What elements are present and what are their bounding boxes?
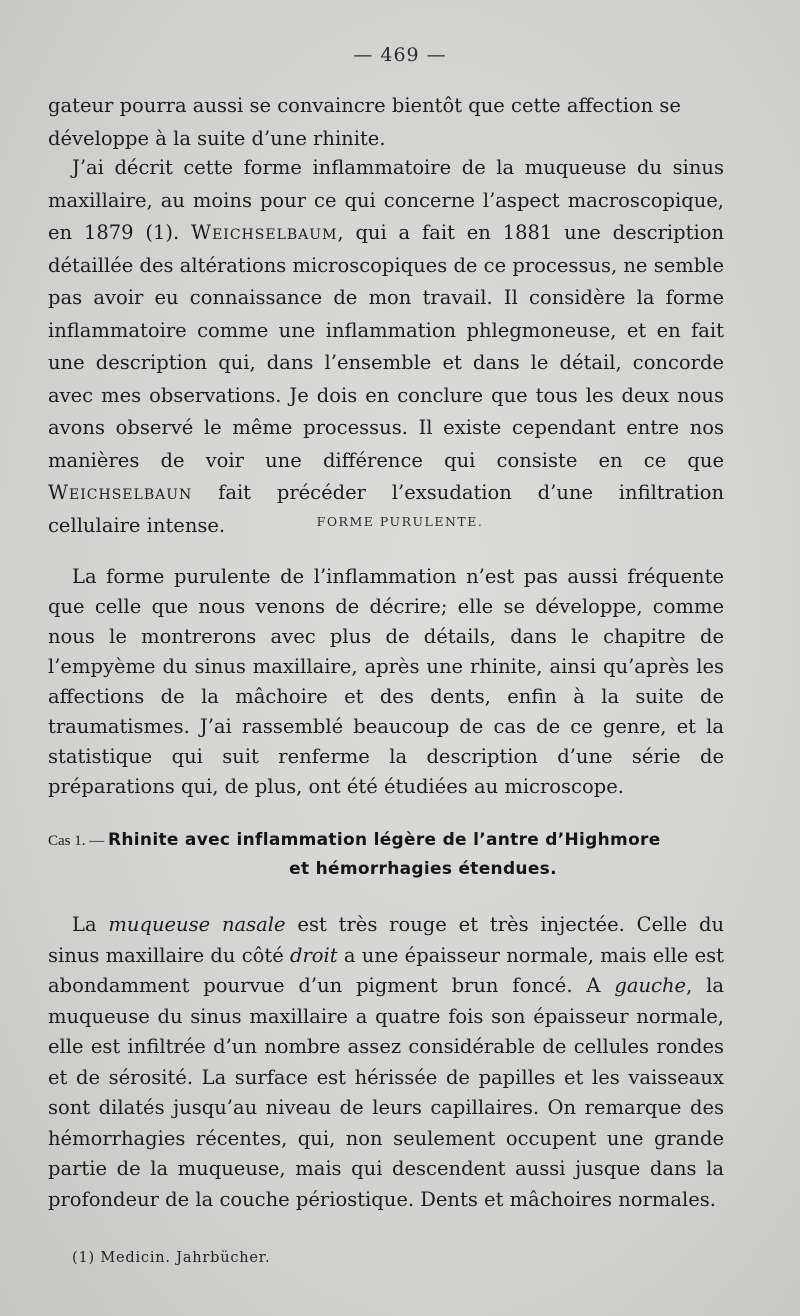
purulente-text: La forme purulente de l’inflammation n’est pas aussi fréquente que celle que nous venons de décrire; elle se développe, comme nous le montrerons avec plus de détails, dans le chapitre de l’empyème du sinus maxillaire, après une rhinite, ainsi qu’après les affections de la mâchoire et des dents, enfin à la suite de traumatismes. J’ai rassemblé beaucoup de cas de ce genre, et la statistique qui suit renferme la description d’une série de préparations qui, de plus, ont été étudiées au microscope.: [48, 565, 724, 798]
intro-line-2: développe à la suite d’une rhinite.: [48, 126, 386, 150]
case-text-4: , la muqueuse du sinus maxillaire a quatre fois son épaisseur normale, elle est infiltrée d’un nombre assez considérable de cellules rondes et de sérosité. La surface est hérissée de papilles et les vaisseaux sont dilatés jusqu’au niveau de leurs capillaires. On remarque des hémorrhagies récentes, qui, non seulement occupent une grande partie de la muqueuse, mais qui descendent aussi jusque dans la profondeur de la couche périostique. Dents et mâchoires normales.: [48, 974, 724, 1211]
weichselbaum-text-a: J’ai décrit cette forme inflammatoire de la muqueuse du sinus maxillaire, au moins pour ce qui concerne l’aspect macroscopique, en 1879 (1).: [48, 156, 724, 244]
intro-paragraph: [48, 90, 724, 155]
intro-line-1: gateur pourra aussi se convaincre bientôt que cette affection se: [48, 94, 681, 117]
paragraph-weichselbaum: [48, 152, 724, 542]
page-number: — 469 —: [353, 44, 447, 66]
case-italic-muqueuse-nasale: muqueuse nasale: [108, 913, 286, 936]
weichselbaum-text-b: , qui a fait en 1881 une description détaillée des altérations microscopiques de ce processus, ne semble pas avoir eu connaissance de mon travail. Il considère la forme inflammatoire comme une inflammation phlegmoneuse, et en fait une description qui, dans l’ensemble et dans le détail, concorde avec mes observations. Je dois en conclure que tous les deux nous avons observé le même processus. Il existe cependant entre nos manières de voir une différence qui consiste en ce que: [48, 221, 725, 472]
case-text-3: a une épaisseur normale, mais elle est abondamment pourvue d’un pigment brun foncé. A: [48, 943, 724, 997]
weichselbaum-text-c: fait précéder l’exsudation d’une infiltration cellulaire intense.: [48, 481, 724, 537]
section-title: FORME PURULENTE.: [316, 514, 484, 529]
case-label: Cas 1. —: [48, 833, 108, 849]
case-italic-gauche: gauche: [614, 974, 687, 997]
footnote: (1) Medicin. Jahrbücher.: [72, 1250, 271, 1266]
author-weichselbaun: Weichselbaun: [48, 481, 193, 504]
case-italic-droit: droit: [290, 943, 338, 967]
case-title-line-1: Rhinite avec inflammation légère de l’antre d’Highmore: [108, 830, 661, 850]
case-heading: [48, 826, 738, 883]
case-text-2: est très rouge et très injectée. Celle du sinus maxillaire du côté: [48, 913, 725, 967]
case-text-1: La: [72, 913, 109, 936]
paragraph-purulente: [48, 562, 724, 802]
author-weichselbaum: Weichselbaum: [191, 221, 338, 244]
case-paragraph: [48, 910, 724, 1215]
case-title-line-2: et hémorrhagies étendues.: [289, 859, 557, 879]
